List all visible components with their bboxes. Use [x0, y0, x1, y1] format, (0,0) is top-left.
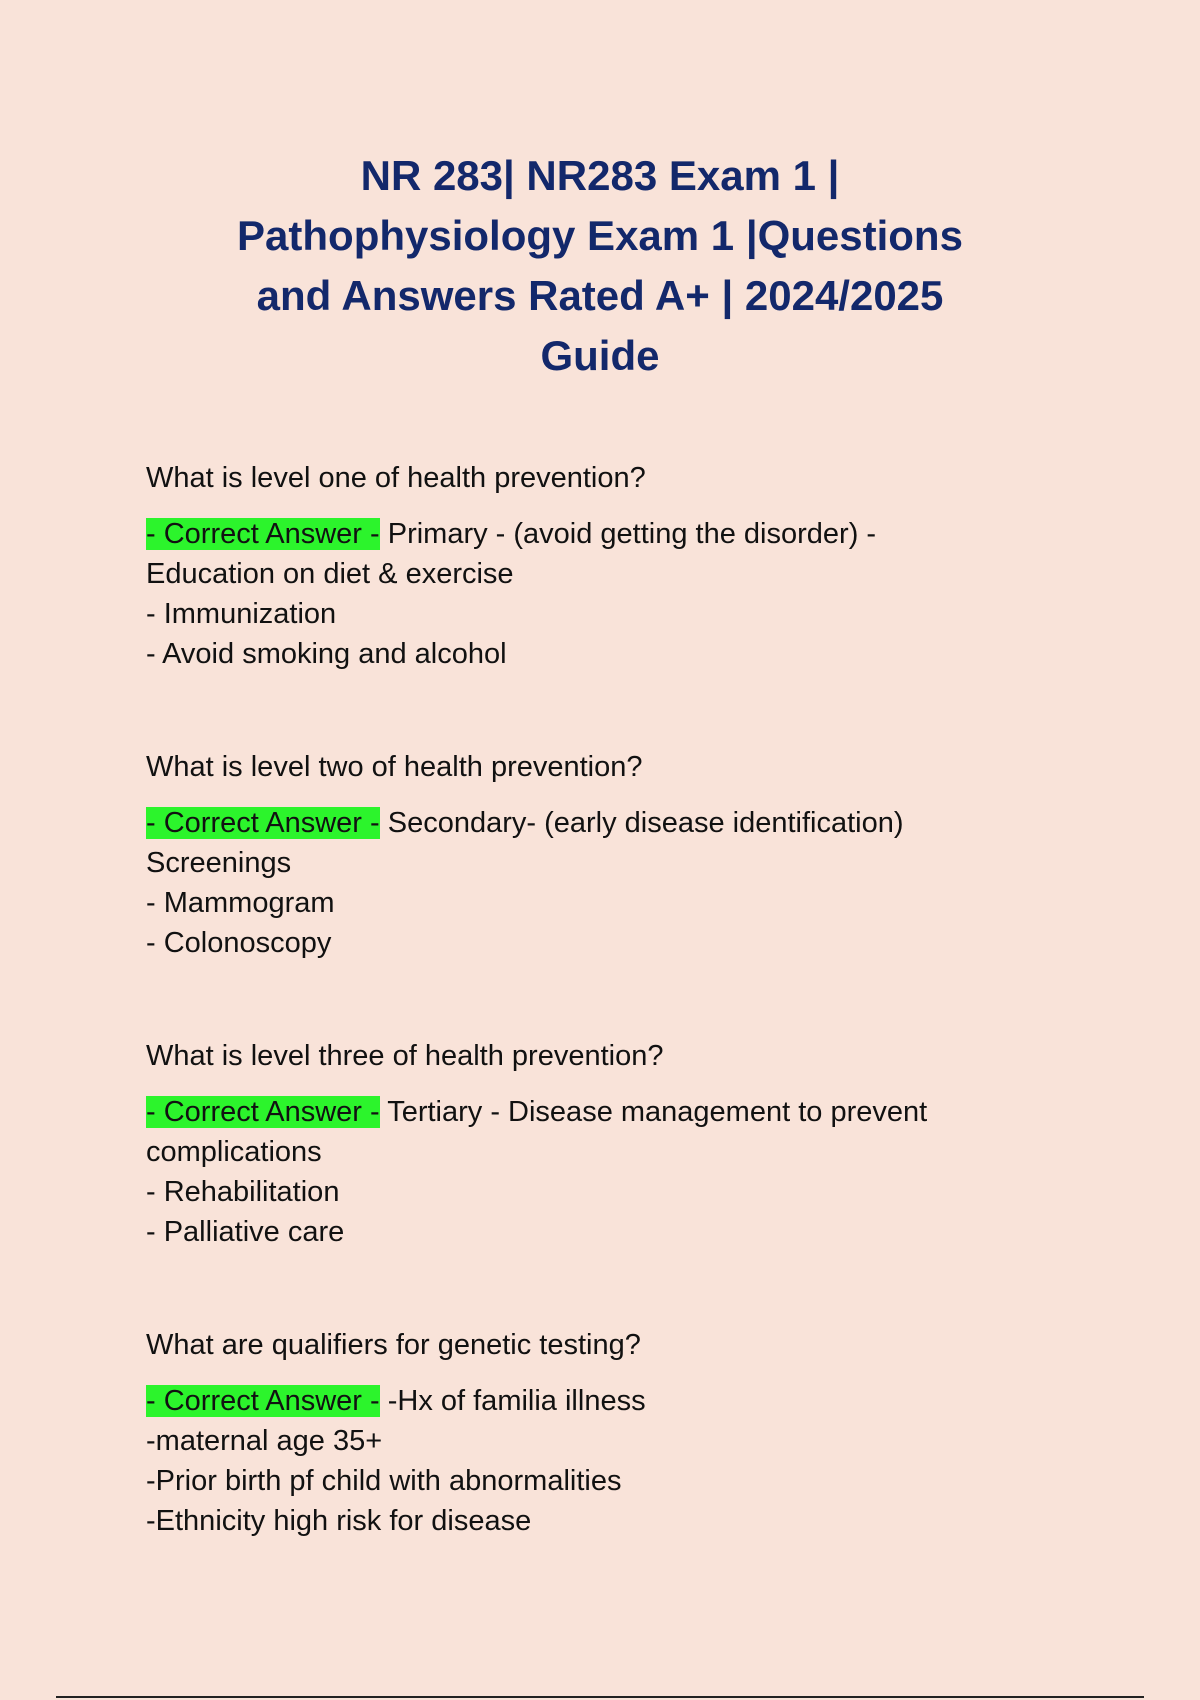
answer-line: -maternal age 35+	[146, 1425, 383, 1457]
footer-divider	[56, 1696, 1144, 1698]
title-line: Pathophysiology Exam 1 |Questions	[237, 212, 963, 259]
answer-line: - Mammogram	[146, 887, 335, 919]
document-title	[150, 146, 1050, 386]
answer-block	[146, 514, 1046, 674]
answer-line: -Prior birth pf child with abnormalities	[146, 1465, 622, 1497]
correct-answer-highlight: - Correct Answer -	[146, 518, 380, 550]
question-text: What is level two of health prevention?	[146, 751, 643, 783]
answer-block	[146, 1381, 1046, 1541]
answer-first-line	[146, 514, 1046, 554]
question-text: What is level one of health prevention?	[146, 462, 646, 494]
qa-item-genetic-testing	[146, 1325, 1046, 1541]
answer-line: - Avoid smoking and alcohol	[146, 638, 507, 670]
answer-line: - Palliative care	[146, 1216, 345, 1248]
answer-text: Primary - (avoid getting the disorder) -	[379, 518, 877, 550]
answer-block	[146, 803, 1046, 963]
answer-line: complications	[146, 1136, 322, 1168]
correct-answer-highlight: - Correct Answer -	[146, 1096, 380, 1128]
answer-text: -Hx of familia illness	[379, 1385, 646, 1417]
qa-item-secondary-prevention	[146, 747, 1046, 963]
qa-item-tertiary-prevention	[146, 1036, 1046, 1252]
answer-line: - Rehabilitation	[146, 1176, 340, 1208]
answer-text: Secondary- (early disease identification)	[379, 807, 904, 839]
answer-line: - Immunization	[146, 598, 337, 630]
answer-line: Screenings	[146, 847, 292, 879]
answer-first-line	[146, 803, 1046, 843]
answer-line: -Ethnicity high risk for disease	[146, 1505, 532, 1537]
answer-first-line	[146, 1092, 1046, 1132]
correct-answer-highlight: - Correct Answer -	[146, 807, 380, 839]
qa-item-primary-prevention	[146, 458, 1046, 674]
answer-line: Education on diet & exercise	[146, 558, 514, 590]
answer-first-line	[146, 1381, 1046, 1421]
question-text: What is level three of health prevention?	[146, 1040, 664, 1072]
answer-text: Tertiary - Disease management to prevent	[379, 1096, 928, 1128]
question-text: What are qualifiers for genetic testing?	[146, 1329, 641, 1361]
title-line: and Answers Rated A+ | 2024/2025	[256, 272, 944, 319]
correct-answer-highlight: - Correct Answer -	[146, 1385, 380, 1417]
title-line: Guide	[540, 332, 660, 379]
answer-line: - Colonoscopy	[146, 927, 332, 959]
answer-block	[146, 1092, 1046, 1252]
title-line: NR 283| NR283 Exam 1 |	[360, 152, 840, 199]
